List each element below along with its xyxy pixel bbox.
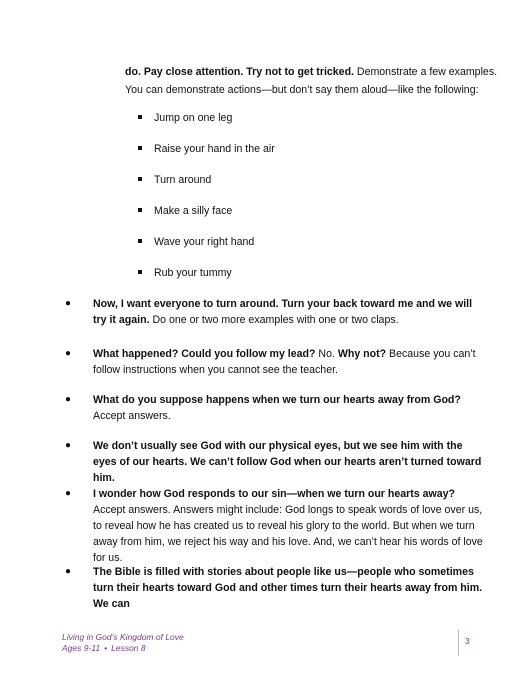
action-label: Rub your tummy [154,267,232,279]
page-number: 3 [465,636,470,646]
action-list-item [138,235,254,249]
bullet-paragraph [65,486,485,566]
action-list-item [138,204,232,218]
bullet-bold-text: Now, I want everyone to turn around. Turn your back toward me and we will try it again. [93,298,473,326]
bullet-bold-text: What do you suppose happens when we turn our hearts away from God? [93,394,461,406]
bullet-bold-text: I wonder how God responds to our sin—when we turn our hearts away? [93,488,455,500]
footer-lesson: Lesson 8 [111,643,146,653]
bullet-text: Because you can’t follow instructions when you cannot see the teacher. [93,348,476,376]
action-list-item [138,142,275,156]
footer-separator: • [104,643,108,653]
intro-text: Demonstrate a few examples. You can demonstrate actions—but don’t say them aloud—like the following: [125,66,498,96]
bullet-paragraph [65,296,485,328]
bullet-bold-text: Why not? [337,348,387,360]
bullet-text: No. [315,348,338,360]
bullet-icon: ● [65,298,72,309]
square-bullet-icon [138,146,142,150]
bullet-bold-text: We don’t usually see God with our physical eyes, but we see him with the eyes of our hearts. We can’t follow God when our hearts aren’t turned toward him. [93,440,482,484]
intro-paragraph [125,63,505,99]
footer-subtitle [62,643,184,654]
bullet-icon: ● [65,394,72,405]
footer-divider [458,630,459,656]
square-bullet-icon [138,270,142,274]
action-label: Jump on one leg [154,112,233,124]
square-bullet-icon [138,177,142,181]
bullet-text: Accept answers. Answers might include: God longs to speak words of love over us, to reveal how he has created us to reveal his glory to the world. But when we turn away from him, we reject his way and his love. And, we can’t hear his words of love for us. [93,504,483,564]
bullet-paragraph [65,392,485,424]
action-list-item [138,266,232,280]
action-label: Make a silly face [154,205,233,217]
bullet-text: Accept answers. [93,410,171,422]
bullet-icon: ● [65,488,72,499]
bullet-bold-text: What happened? Could you follow my lead? [93,348,316,360]
bullet-text: Do one or two more examples with one or two claps. [149,314,399,326]
action-label: Raise your hand in the air [154,143,275,155]
bullet-paragraph [65,564,485,612]
bullet-icon: ● [65,440,72,451]
action-list-item [138,173,211,187]
action-label: Turn around [154,174,212,186]
square-bullet-icon [138,208,142,212]
page-footer [62,632,184,654]
square-bullet-icon [138,115,142,119]
bullet-bold-text: The Bible is filled with stories about people like us—people who sometimes turn their hearts toward God and other times turn their hearts away from him. We can [93,566,483,610]
bullet-paragraph [65,438,485,486]
bullet-paragraph [65,346,485,378]
bullet-icon: ● [65,566,72,577]
square-bullet-icon [138,239,142,243]
footer-title: Living in God’s Kingdom of Love [62,632,184,642]
action-label: Wave your right hand [154,236,255,248]
intro-bold-text: do. Pay close attention. Try not to get tricked. [125,66,354,78]
bullet-icon: ● [65,348,72,359]
footer-ages: Ages 9-11 [62,643,101,653]
action-list-item [138,111,232,125]
